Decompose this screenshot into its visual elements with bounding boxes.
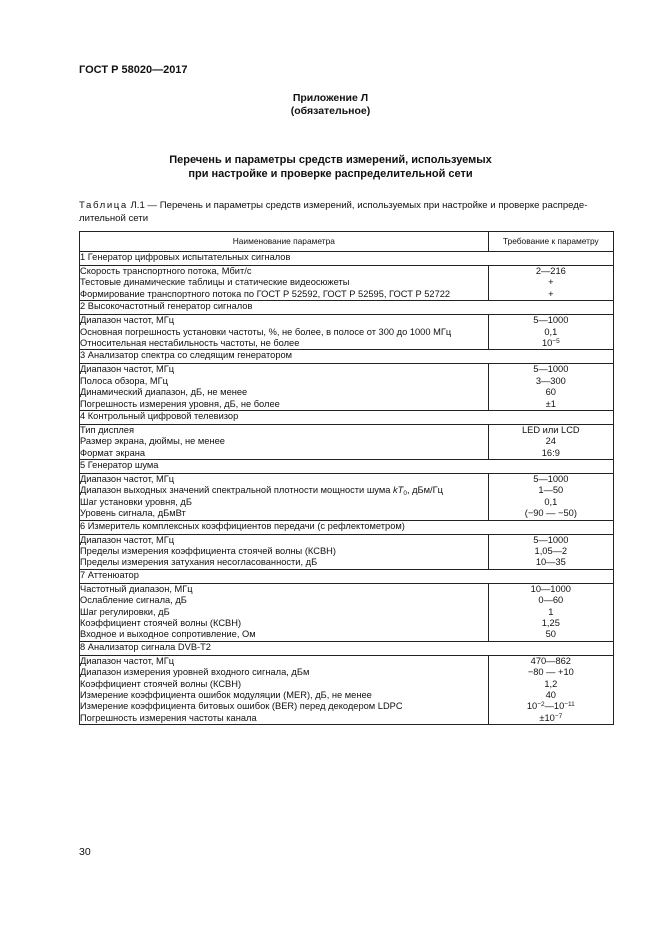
parameter-item: [80, 701, 488, 712]
parameter-item: [80, 629, 488, 640]
section-title-row: [80, 252, 614, 266]
parameter-item-text: Тип дисплея: [80, 424, 135, 435]
parameter-item-text: Шаг регулировки, дБ: [80, 606, 170, 617]
requirement-value: [489, 376, 613, 387]
requirement-value-text: 1,2: [544, 678, 558, 689]
requirement-value: [489, 679, 613, 690]
requirement-value: [489, 399, 613, 410]
header-requirement: Требование к параметру: [488, 232, 613, 252]
parameter-item: [80, 364, 488, 375]
parameter-item: [80, 713, 488, 724]
section-title: 4 Контрольный цифровой телевизор: [80, 410, 614, 424]
requirement-list: [488, 474, 613, 521]
parameter-item: [80, 289, 488, 300]
parameter-item: [80, 679, 488, 690]
requirement-value-text: +: [548, 288, 554, 299]
parameter-item: [80, 338, 488, 349]
requirement-value: [489, 266, 613, 277]
section-items-row: [80, 474, 614, 521]
requirement-value: [489, 595, 613, 606]
parameter-item-text: Основная погрешность установки частоты, %, не более, в полосе от 300 до 1000 МГц: [80, 326, 452, 337]
requirement-value-text: 16:9: [541, 447, 560, 458]
requirement-value-text: 0,1: [544, 326, 558, 337]
section-title-row: [80, 350, 614, 364]
requirement-value-text: 1—50: [538, 485, 564, 496]
parameter-item-text: Полоса обзора, МГц: [80, 375, 168, 386]
requirement-value: [489, 584, 613, 595]
requirement-value: [489, 277, 613, 288]
requirement-value: [489, 315, 613, 326]
requirement-list: [488, 534, 613, 569]
requirement-value-text: 1,25: [541, 617, 560, 628]
parameter-item-text: Пределы измерения затухания несогласованности, дБ: [80, 557, 318, 568]
parameter-item: [80, 485, 488, 496]
parameters-table: [79, 231, 614, 725]
standard-designation: ГОСТ Р 58020—2017: [79, 64, 188, 76]
requirement-value: [489, 629, 613, 640]
requirement-value-text: 60: [545, 387, 556, 398]
parameter-item: [80, 474, 488, 485]
section-title: 1 Генератор цифровых испытательных сигналов: [80, 252, 614, 266]
parameter-item: [80, 399, 488, 410]
page-number: 30: [79, 846, 91, 858]
ber-dash: —: [544, 701, 554, 712]
parameter-item-text: Входное и выходное сопротивление, Ом: [80, 629, 256, 640]
ber-exp-1: −2: [537, 701, 545, 709]
requirement-value: [489, 485, 613, 496]
header-parameter-name: Наименование параметра: [80, 232, 489, 252]
requirement-value-text: 2—216: [535, 266, 566, 276]
requirement-value: [489, 425, 613, 436]
requirement-value: [489, 713, 613, 724]
section-title: 3 Анализатор спектра со следящим генератором: [80, 350, 614, 364]
section-title-row: [80, 460, 614, 474]
freq-error-exp: −7: [554, 712, 563, 720]
requirement-value: [489, 436, 613, 447]
parameter-item-text: Динамический диапазон, дБ, не менее: [80, 387, 248, 398]
appendix-status: (обязательное): [290, 105, 371, 117]
requirement-value: [489, 327, 613, 338]
kt-k: k: [392, 485, 398, 496]
requirement-value: [489, 364, 613, 375]
parameter-item-text: Ослабление сигнала, дБ: [80, 595, 187, 606]
requirement-value: [489, 667, 613, 678]
section-items-row: [80, 266, 614, 301]
section-items-row: [80, 315, 614, 350]
section-title-row: [80, 410, 614, 424]
parameter-item-text: Размер экрана, дюймы, не менее: [80, 436, 225, 447]
parameter-list: [80, 424, 489, 459]
ber-base: 10: [526, 701, 538, 712]
requirement-value-text: 50: [545, 629, 556, 640]
section-items-row: [80, 583, 614, 641]
section-items-row: [80, 534, 614, 569]
parameter-item: [80, 690, 488, 701]
parameter-item-text: Диапазон частот, МГц: [80, 534, 175, 545]
section-items-row: [80, 424, 614, 459]
requirement-value: [489, 474, 613, 485]
parameter-item-text: Диапазон частот, МГц: [80, 655, 175, 666]
parameter-item: [80, 448, 488, 459]
parameter-item: [80, 607, 488, 618]
parameter-item: [80, 376, 488, 387]
requirement-value-text: LED или LCD: [521, 424, 580, 435]
parameter-item: [80, 508, 488, 519]
kt-t: T: [397, 485, 404, 496]
requirement-value-text: 24: [545, 436, 556, 447]
parameter-item: [80, 327, 488, 338]
requirement-value: [489, 557, 613, 568]
requirement-value: [489, 448, 613, 459]
table-header-row: [80, 232, 614, 252]
parameter-item-text: Погрешность измерения уровня, дБ, не более: [80, 398, 280, 409]
parameter-item-text: Диапазон выходных значений спектральной плотности мощности шума: [80, 485, 393, 496]
requirement-value-text: 5—1000: [533, 474, 569, 485]
parameter-list: [80, 266, 489, 301]
section-title: 2 Высокочастотный генератор сигналов: [80, 301, 614, 315]
parameter-list: [80, 474, 489, 521]
requirement-list: [488, 315, 613, 350]
parameter-item: [80, 546, 488, 557]
ber-base-2: 10: [553, 701, 565, 712]
parameter-item: [80, 595, 488, 606]
kt-unit: , дБм/Гц: [406, 485, 443, 496]
parameter-item: [80, 497, 488, 508]
requirement-value: [489, 497, 613, 508]
kt-subscript: 0: [403, 490, 407, 498]
parameter-list: [80, 583, 489, 641]
parameter-item: [80, 535, 488, 546]
parameter-item: [80, 266, 488, 277]
parameter-item-text: Диапазон измерения уровней входного сигнала, дБм: [80, 667, 310, 678]
parameter-item: [80, 667, 488, 678]
section-title: 6 Измеритель комплексных коэффициентов передачи (с рефлектометром): [80, 520, 614, 534]
requirement-value-text: 5—1000: [533, 364, 569, 375]
requirement-value: [489, 701, 613, 712]
parameter-item-text: Частотный диапазон, МГц: [80, 583, 193, 594]
requirement-value-text: −80 — +10: [527, 667, 574, 678]
parameter-item-text: Скорость транспортного потока, Мбит/с: [80, 266, 252, 276]
parameter-item-text: Коэффициент стоячей волны (КСВН): [80, 678, 242, 689]
section-title-row: [80, 520, 614, 534]
parameter-item-text: Шаг установки уровня, дБ: [80, 496, 192, 507]
requirement-value: [489, 607, 613, 618]
requirement-value: [489, 546, 613, 557]
parameter-item: [80, 584, 488, 595]
freq-error-base: ±10: [539, 712, 555, 723]
parameter-item-text: Измерение коэффициента ошибок модуляции (MER), дБ, не менее: [80, 689, 372, 700]
requirement-value-text: 5—1000: [533, 534, 569, 545]
parameter-item: [80, 618, 488, 629]
requirement-list: [488, 583, 613, 641]
requirement-value-text: 40: [545, 689, 556, 700]
table-caption-label: Таблица: [79, 200, 128, 211]
requirement-value: [489, 508, 613, 519]
parameter-item-text: Пределы измерения коэффициента стоячей волны (КСВН): [80, 546, 336, 557]
table-caption-text: Л.1 — Перечень и параметры средств измерений, используемых при настройке и проверке распреде-: [127, 200, 588, 211]
requirement-value: [489, 690, 613, 701]
requirement-value-text: 1,05—2: [534, 546, 568, 557]
section-title-row: [80, 569, 614, 583]
parameter-item-text: Погрешность измерения частоты канала: [80, 712, 257, 723]
parameter-item: [80, 425, 488, 436]
parameter-item: [80, 557, 488, 568]
parameter-item: [80, 436, 488, 447]
requirement-value-text: 0—60: [538, 595, 564, 606]
parameter-item: [80, 656, 488, 667]
parameter-list: [80, 364, 489, 411]
requirement-value-text: 1: [548, 606, 554, 617]
parameter-item-text: Измерение коэффициента битовых ошибок (BER) перед декодером LDPC: [80, 701, 403, 712]
requirement-value-text: 10: [541, 337, 553, 348]
requirement-exponent: −5: [552, 337, 560, 345]
requirement-value: [489, 656, 613, 667]
requirement-list: [488, 655, 613, 724]
requirement-value: [489, 387, 613, 398]
table-caption-continuation: лительной сети: [79, 213, 149, 224]
requirement-value-text: 0,1: [544, 496, 558, 507]
section-title-row: [80, 641, 614, 655]
requirement-value: [489, 618, 613, 629]
section-title-row: [80, 301, 614, 315]
requirement-list: [488, 364, 613, 411]
parameter-item-text: Диапазон частот, МГц: [80, 315, 175, 326]
parameter-item-text: Диапазон частот, МГц: [80, 364, 175, 375]
appendix-title: Приложение Л: [292, 92, 369, 104]
parameter-list: [80, 315, 489, 350]
parameter-item: [80, 387, 488, 398]
requirement-value: [489, 535, 613, 546]
section-items-row: [80, 364, 614, 411]
requirement-value-text: 3—300: [535, 375, 566, 386]
section-title: 7 Аттенюатор: [80, 569, 614, 583]
parameter-list: [80, 534, 489, 569]
requirement-value-text: 10—1000: [530, 583, 571, 594]
section-title: 8 Анализатор сигнала DVB-T2: [80, 641, 614, 655]
parameter-item-text: Тестовые динамические таблицы и статические видеосюжеты: [80, 277, 350, 288]
section-items-row: [80, 655, 614, 724]
parameter-item: [80, 315, 488, 326]
requirement-value-text: 10—35: [535, 557, 566, 568]
section-title: 5 Генератор шума: [80, 460, 614, 474]
requirement-value-text: 5—1000: [533, 315, 569, 326]
parameter-item-text: Уровень сигнала, дБмВт: [80, 508, 186, 519]
ber-exp-2: −11: [564, 701, 575, 709]
table-caption: [79, 199, 615, 225]
requirement-value-text: 470—862: [530, 655, 571, 666]
document-title-line-1: Перечень и параметры средств измерений, используемых: [169, 154, 492, 166]
requirement-value-text: (−90 — −50): [524, 508, 577, 519]
parameter-item-text: Относительная нестабильность частоты, не более: [80, 337, 300, 348]
requirement-list: [488, 424, 613, 459]
parameter-item-text: Формат экрана: [80, 447, 146, 458]
requirement-value-text: +: [548, 277, 554, 288]
requirement-list: [488, 266, 613, 301]
parameter-item-text: Коэффициент стоячей волны (КСВН): [80, 617, 242, 628]
parameter-item-text: Диапазон частот, МГц: [80, 474, 175, 485]
parameter-item: [80, 277, 488, 288]
requirement-value: [489, 338, 613, 349]
requirement-value: [489, 289, 613, 300]
document-title-line-2: при настройке и проверке распределительной сети: [188, 168, 473, 180]
parameter-item-text: Формирование транспортного потока по ГОСТ Р 52592, ГОСТ Р 52595, ГОСТ Р 52722: [80, 288, 451, 299]
parameter-list: [80, 655, 489, 724]
requirement-value-text: ±1: [545, 398, 556, 409]
